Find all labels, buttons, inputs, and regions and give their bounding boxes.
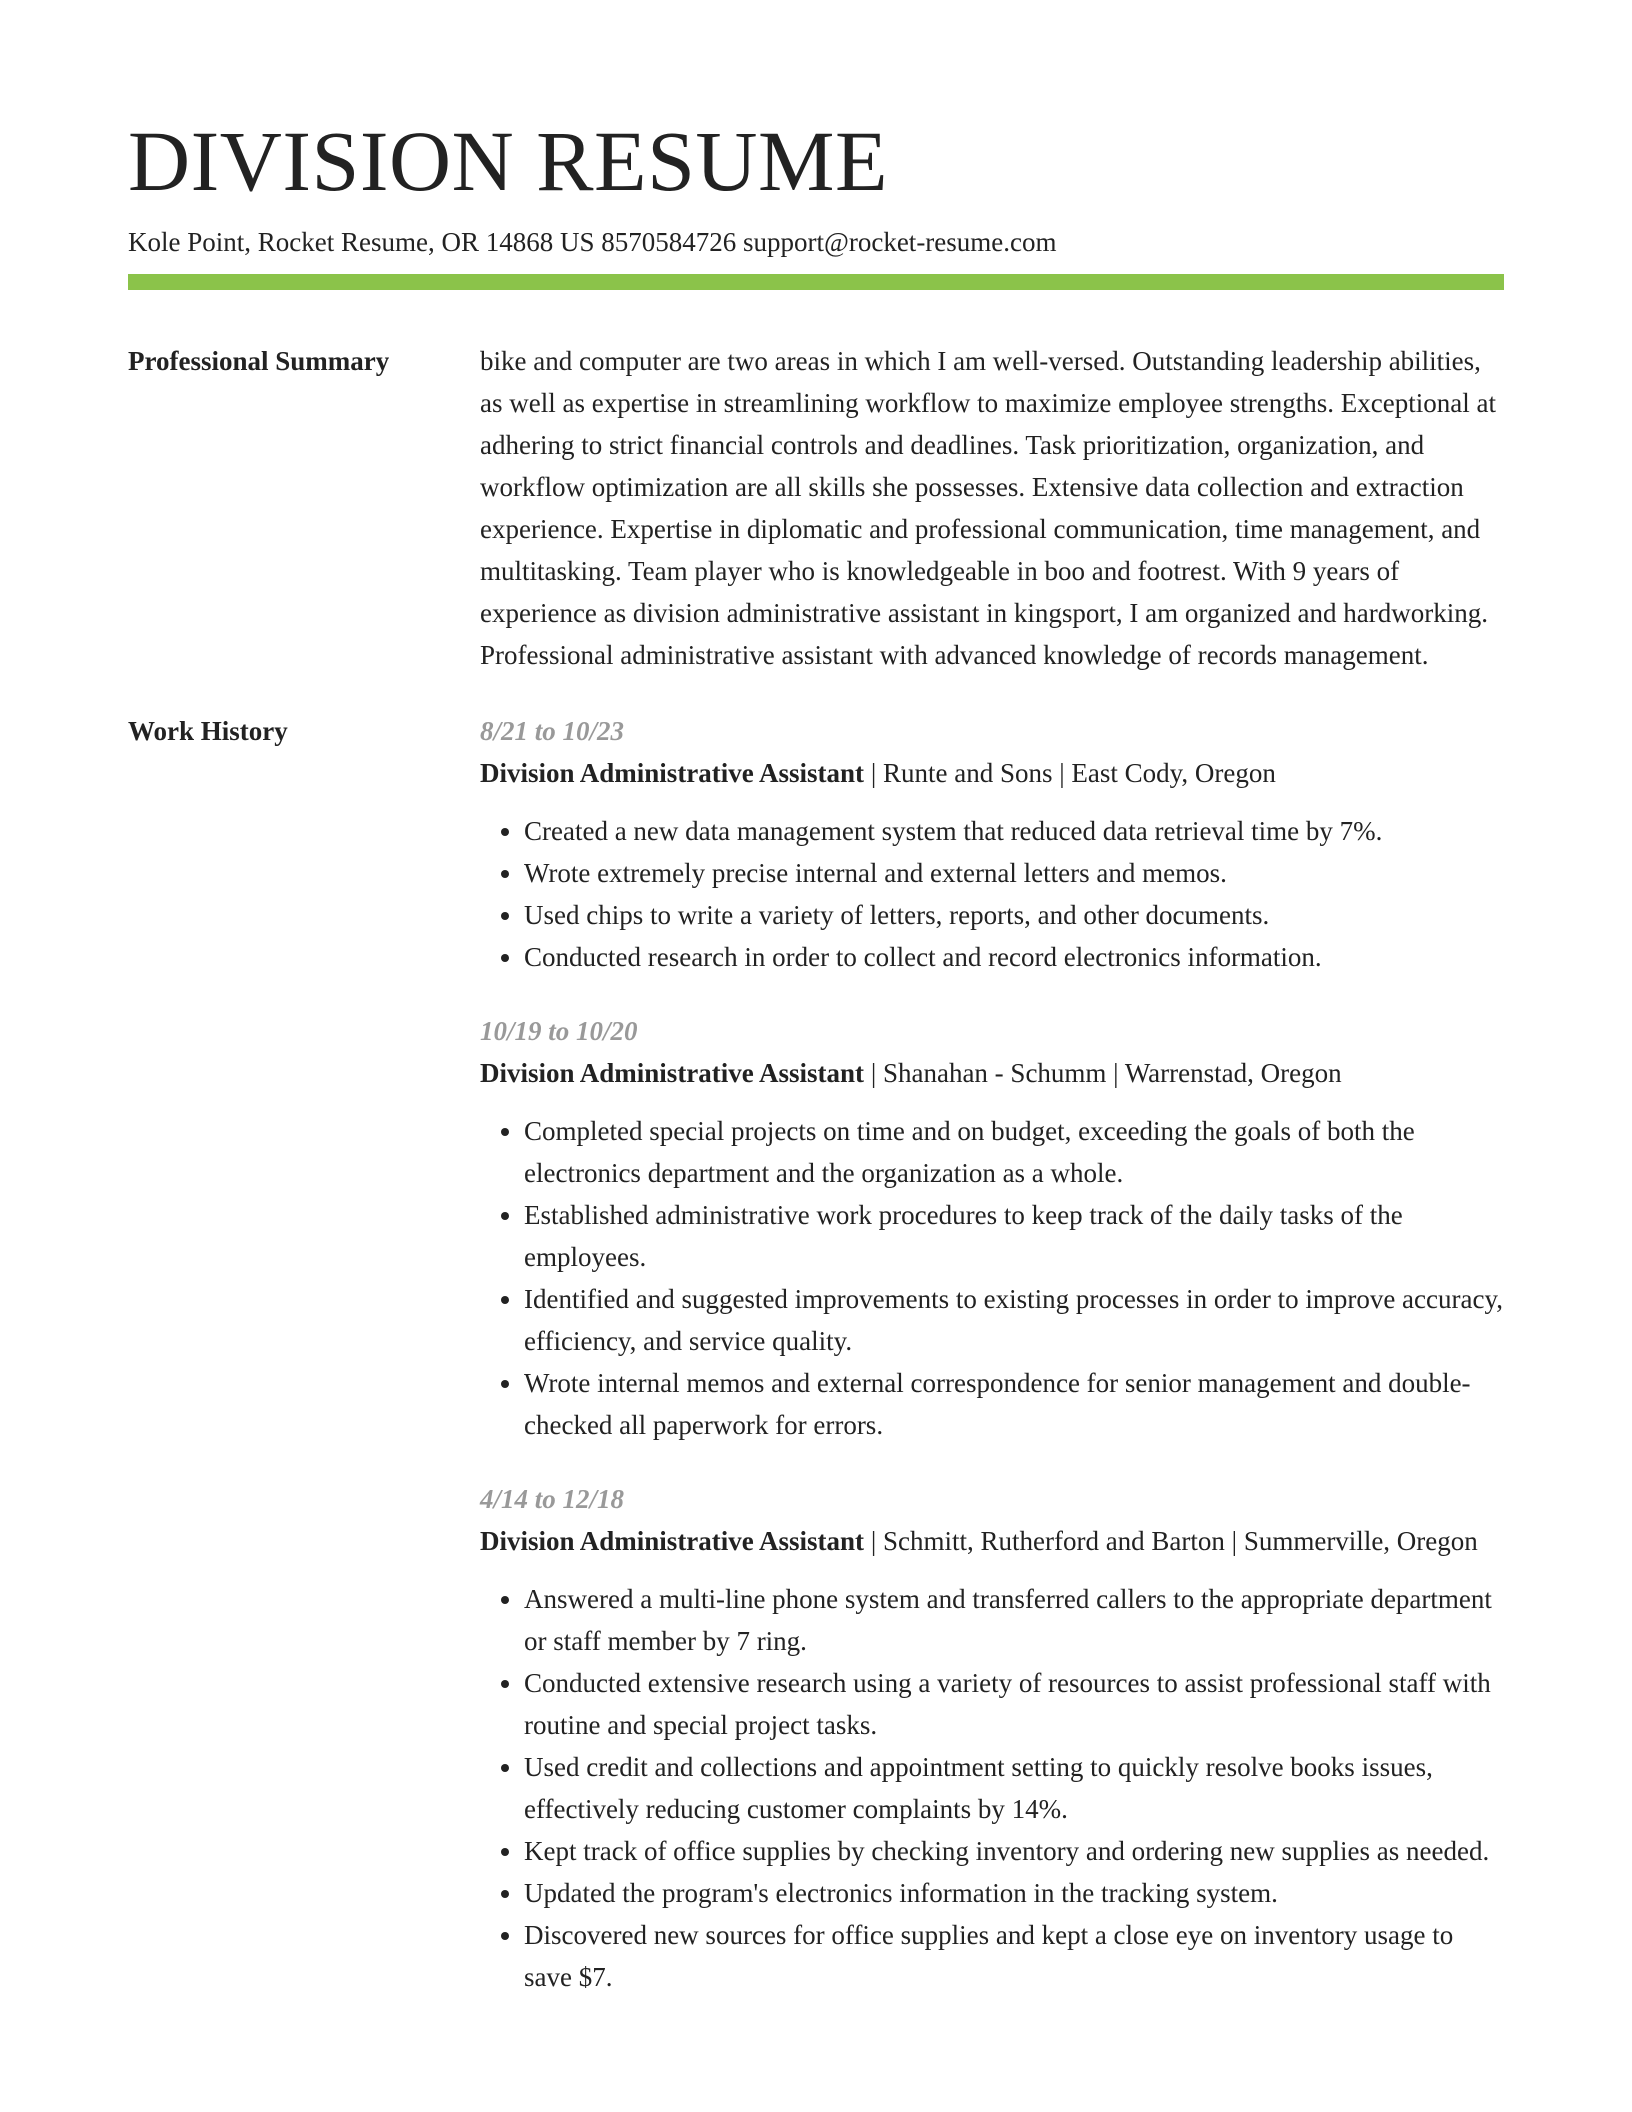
section-label-work-history: Work History [128, 716, 288, 747]
job-bullet: • Updated the program's electronics information in the tracking system. [524, 1872, 1504, 1914]
job-role: Division Administrative Assistant [480, 758, 865, 789]
job-bullet: • Established administrative work procedures to keep track of the daily tasks of the employees. [524, 1194, 1504, 1278]
job-entry [480, 1010, 1504, 1446]
job-bullet: • Wrote extremely precise internal and external letters and memos. [524, 852, 1504, 894]
job-bullet: • Identified and suggested improvements to existing processes in order to improve accuracy, efficiency, and service quality. [524, 1278, 1504, 1362]
job-bullets [480, 810, 1504, 978]
job-title-line [480, 1052, 1504, 1094]
summary-text: bike and computer are two areas in which I am well-versed. Outstanding leadership abilities, as well as expertise in streamlining workflow to maximize employee strengths. Exceptional at adhering to strict financial controls and deadlines. Task prioritization, organization, and workflow optimization are all skills she possesses. Extensive data collection and extraction experience. Expertise in diplomatic and professional communication, time management, and multitasking. Team player who is knowledgeable in boo and footrest. With 9 years of experience as division administrative assistant in kingsport, I am organized and hardworking. Professional administrative assistant with advanced knowledge of records management. [480, 346, 1496, 671]
job-title-line [480, 1520, 1504, 1562]
job-dates: 4/14 to 12/18 [480, 1484, 625, 1515]
job-bullets [480, 1110, 1504, 1446]
job-bullet: • Used chips to write a variety of letters, reports, and other documents. [524, 894, 1504, 936]
job-bullet: • Wrote internal memos and external correspondence for senior management and double-checked all paperwork for errors. [524, 1362, 1504, 1446]
job-dates: 10/19 to 10/20 [480, 1016, 638, 1047]
job-role: Division Administrative Assistant [480, 1526, 865, 1557]
accent-divider [128, 274, 1504, 290]
job-bullet: • Kept track of office supplies by checking inventory and ordering new supplies as needed. [524, 1830, 1504, 1872]
professional-summary-section [128, 340, 1504, 676]
resume-title: DIVISION RESUME [128, 113, 888, 209]
job-bullet: • Conducted extensive research using a variety of resources to assist professional staff with routine and special project tasks. [524, 1662, 1504, 1746]
job-details: | Shanahan - Schumm | Warrenstad, Oregon [864, 1058, 1342, 1089]
job-title-line [480, 752, 1504, 794]
job-bullet: • Answered a multi-line phone system and transferred callers to the appropriate department or staff member by 7 ring. [524, 1578, 1504, 1662]
job-entry [480, 710, 1504, 978]
job-details: | Schmitt, Rutherford and Barton | Summerville, Oregon [864, 1526, 1478, 1557]
job-role: Division Administrative Assistant [480, 1058, 865, 1089]
job-bullet: • Completed special projects on time and on budget, exceeding the goals of both the electronics department and the organization as a whole. [524, 1110, 1504, 1194]
resume-page [128, 113, 1504, 2030]
job-dates: 8/21 to 10/23 [480, 716, 625, 747]
work-history-body [480, 710, 1504, 2030]
section-label-summary: Professional Summary [128, 346, 390, 377]
job-bullet: • Used credit and collections and appointment setting to quickly resolve books issues, effectively reducing customer complaints by 14%. [524, 1746, 1504, 1830]
job-bullet: • Conducted research in order to collect and record electronics information. [524, 936, 1504, 978]
job-bullet: • Created a new data management system that reduced data retrieval time by 7%. [524, 810, 1504, 852]
job-details: | Runte and Sons | East Cody, Oregon [864, 758, 1276, 789]
job-entry [480, 1478, 1504, 1998]
summary-body [480, 340, 1504, 676]
job-bullets [480, 1578, 1504, 1998]
contact-line: Kole Point, Rocket Resume, OR 14868 US 8570584726 support@rocket-resume.com [128, 227, 1057, 257]
job-bullet: • Discovered new sources for office supplies and kept a close eye on inventory usage to save $7. [524, 1914, 1504, 1998]
work-history-section [128, 710, 1504, 2030]
